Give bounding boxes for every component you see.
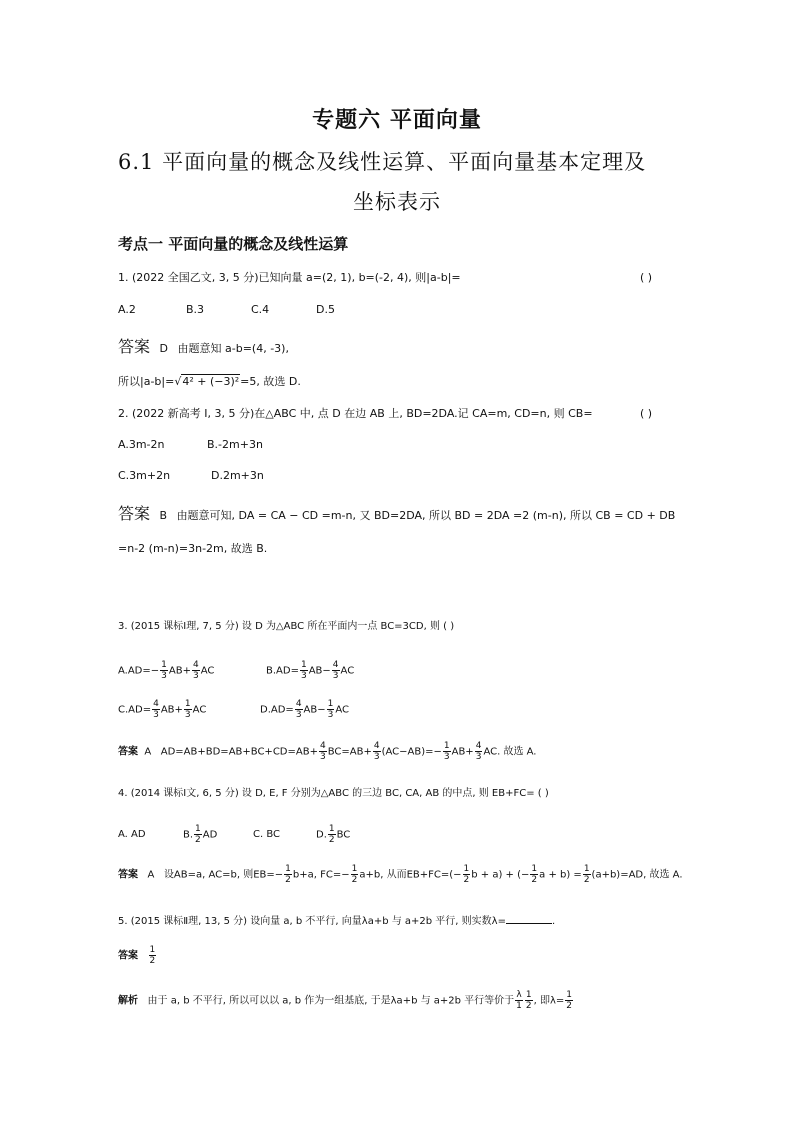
q4-option-d [316,824,350,845]
fraction [295,699,303,720]
fraction [327,699,335,720]
q2-option-d: D.2m+3n [211,469,264,482]
frac-den: 1 [516,1001,522,1011]
q3-opt-b-lhs: AD= [276,665,299,677]
answer-label: 答案 [118,504,151,523]
q4-answer-p5: a + b) = [539,869,582,881]
fraction [192,660,200,681]
fraction [149,945,157,966]
frac-num: 1 [184,699,191,709]
q3-option-c [118,699,206,720]
frac-num: 4 [373,741,380,751]
fraction [373,741,381,762]
q5-analysis [118,990,574,1011]
frac-den: 3 [300,671,307,681]
frac-num: 1 [583,864,590,874]
q3-answer-mid2: (AC−AB)=− [381,746,442,758]
q2-answer-line2: =n-2 (m-n)=3n-2m, 故选 B. [118,542,268,555]
frac-num: 4 [192,660,199,670]
q3-opt-d-m1: AB− [303,704,326,716]
frac-num: 1 [161,660,167,670]
q3-opt-c-m1: AB+ [160,704,183,716]
fraction [565,990,573,1011]
q1-answer-key: D [159,342,168,355]
fraction [463,864,471,885]
frac-den: 3 [184,710,191,720]
frac-den: 3 [192,671,199,681]
q3-option-a [118,660,214,681]
q4-opt-b-pre: B. [183,829,194,841]
q2-option-a: A.3m-2n [118,438,165,451]
q1-sqrt-content: 4² + (−3)² [182,375,240,388]
frac-den: 3 [161,671,167,681]
answer-label: 答案 [118,950,138,962]
fraction [443,741,451,762]
q3-opt-b-m2: AC [340,665,355,677]
frac-num: 1 [195,824,201,834]
frac-num: 4 [319,741,326,751]
q3-opt-d-label: D. [260,704,271,716]
q4-answer [118,864,683,885]
q3-answer-mid3: AB+ [451,746,474,758]
frac-num: 4 [332,660,339,670]
frac-den: 2 [463,875,470,885]
q1-answer [118,337,289,356]
fraction [194,824,202,845]
frac-num: 1 [531,864,538,874]
q1-option-c: C.4 [251,303,270,316]
frac-den: 2 [583,875,590,885]
q2-option-c: C.3m+2n [118,469,171,482]
frac-den: 2 [285,875,291,885]
frac-num: 1 [285,864,291,874]
q4-answer-p3: a+b, 从而EB+FC=(− [359,869,462,881]
q1-paren: ( ) [640,271,653,284]
frac-den: 3 [327,710,334,720]
frac-den: 2 [531,875,538,885]
fraction [530,864,538,885]
frac-den: 2 [566,1001,573,1011]
sqrt-icon: √ [174,375,182,388]
section-heading: 考点一 平面向量的概念及线性运算 [118,235,349,253]
frac-num: 1 [351,864,358,874]
q3-answer [118,741,536,762]
answer-label: 答案 [118,869,138,881]
page-title: 专题六 平面向量 [312,107,482,133]
q4-option-c: C. BC [253,829,281,840]
frac-den: 3 [153,710,159,720]
frac-num: 4 [475,741,482,751]
q3-answer-mid1: BC=AB+ [327,746,372,758]
q5-answer [118,945,157,966]
frac-num: 1 [566,990,573,1000]
q4-answer-key: A [147,869,155,881]
frac-num: 1 [525,990,532,1000]
q4-answer-p6: (a+b)=AD, 故选 A. [591,869,683,881]
analysis-label: 解析 [118,995,138,1007]
frac-den: 2 [525,1001,532,1011]
q3-answer-pre: AD=AB+BD=AB+BC+CD=AB+ [160,746,318,758]
q4-stem: 4. (2014 课标Ⅰ文, 6, 5 分) 设 D, E, F 分别为△ABC 的三边 BC, CA, AB 的中点, 则 EB+FC= ( ) [118,788,549,799]
q1-option-b: B.3 [186,303,205,316]
q3-opt-c-label: C. [118,704,129,716]
q3-option-d [260,699,349,720]
q2-answer-key: B [159,509,168,522]
q4-option-b [183,824,217,845]
fraction [583,864,591,885]
q5-stem [118,913,555,929]
q1-answer-line2 [118,375,301,389]
q5-stem-text: 5. (2015 课标Ⅱ理, 13, 5 分) 设向量 a, b 不平行, 向量λa+b 与 a+2b 平行, 则实数λ= [118,916,506,927]
q4-answer-p4: b + a) + (− [471,869,530,881]
q3-answer-post: AC. 故选 A. [483,746,537,758]
q3-opt-b-m1: AB− [308,665,331,677]
q3-opt-d-m2: AC [335,704,350,716]
q3-stem: 3. (2015 课标Ⅰ理, 7, 5 分) 设 D 为△ABC 所在平面内一点 BC=3CD, 则 ( ) [118,621,455,632]
fraction [284,864,292,885]
fraction [475,741,483,762]
q4-opt-d-pre: D. [316,829,327,841]
q1-answer-text: 由题意知 a-b=(4, -3), [177,342,289,355]
fraction [184,699,192,720]
q3-opt-c-m2: AC [192,704,207,716]
q2-answer-text: 由题意可知, DA = CA − CD =m-n, 又 BD=2DA, 所以 BD = 2DA =2 (m-n), 所以 CB = CD + DB [176,509,676,522]
frac-den: 3 [295,710,302,720]
q4-opt-d-post: BC [336,829,351,841]
q3-opt-a-m2: AC [200,665,215,677]
frac-den: 2 [195,835,201,845]
fraction [160,660,168,681]
frac-num: 1 [327,699,334,709]
q3-option-b [266,660,354,681]
q2-stem: 2. (2022 新高考 Ⅰ, 3, 5 分)在△ABC 中, 点 D 在边 AB 上, BD=2DA.记 CA=m, CD=n, 则 CB= [118,407,593,420]
fraction [332,660,340,681]
frac-num: 1 [328,824,335,834]
q5-stem-end: . [551,916,556,927]
answer-blank[interactable] [506,913,552,924]
fraction [300,660,308,681]
frac-den: 2 [351,875,358,885]
q4-option-a: A. AD [118,829,146,840]
frac-num: 4 [153,699,159,709]
q1-answer-line2-post: =5, 故选 D. [240,375,301,388]
q4-opt-b-post: AD [202,829,218,841]
answer-label: 答案 [118,337,151,356]
q3-opt-a-label: A. [118,665,128,677]
frac-den: 3 [475,752,482,762]
fraction [351,864,359,885]
q3-opt-a-m1: AB+ [168,665,191,677]
q3-opt-b-label: B. [266,665,277,677]
frac-den: 3 [443,752,450,762]
frac-den: 3 [319,752,326,762]
frac-num: 1 [300,660,307,670]
frac-num: 1 [443,741,450,751]
frac-den: 2 [149,956,156,966]
fraction [525,990,533,1011]
q1-option-d: D.5 [316,303,335,316]
q4-answer-p1: 设AB=a, AC=b, 则EB=− [163,869,284,881]
fraction [152,699,160,720]
frac-num: 1 [149,945,156,955]
q2-paren: ( ) [640,407,653,420]
fraction [328,824,336,845]
q4-answer-p2: b+a, FC=− [292,869,350,881]
q1-answer-line2-pre: 所以|a-b|= [118,375,175,388]
frac-num: λ [516,990,522,1000]
fraction [319,741,327,762]
frac-den: 3 [332,671,339,681]
frac-den: 3 [373,752,380,762]
q2-option-b: B.-2m+3n [207,438,263,451]
q3-opt-a-lhs: AD=− [127,665,160,677]
frac-num: 1 [463,864,470,874]
q5-analysis-p1: 由于 a, b 不平行, 所以可以以 a, b 作为一组基底, 于是λa+b 与 a+2b 平行等价于 [147,995,515,1007]
q3-answer-key: A [144,746,152,758]
subtitle-line2: 坐标表示 [353,190,441,214]
fraction [515,990,523,1011]
q1-option-a: A.2 [118,303,136,316]
q5-analysis-p2: , 即λ= [533,995,565,1007]
subtitle-line1: 6.1 平面向量的概念及线性运算、平面向量基本定理及 [118,150,647,174]
q2-answer [118,504,676,523]
frac-den: 2 [328,835,335,845]
q3-opt-d-lhs: AD= [270,704,294,716]
frac-num: 4 [295,699,302,709]
q3-opt-c-lhs: AD= [128,704,152,716]
answer-label: 答案 [118,746,138,758]
q1-stem: 1. (2022 全国乙文, 3, 5 分)已知向量 a=(2, 1), b=(-2, 4), 则|a-b|= [118,271,461,284]
